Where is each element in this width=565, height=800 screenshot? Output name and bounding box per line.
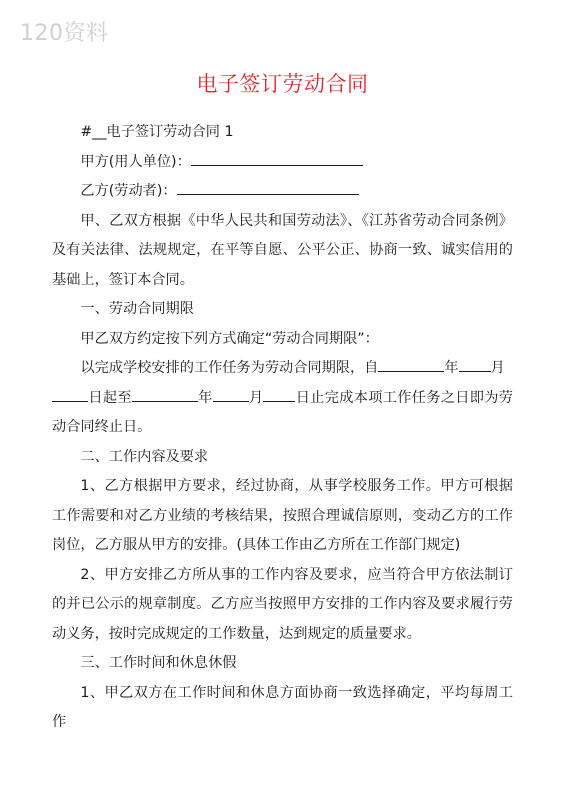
start-month-blank — [459, 357, 491, 372]
section2-title: 二、工作内容及要求 — [80, 448, 209, 465]
term-month-label: 月 — [490, 360, 505, 376]
term-day-from-label: 日起至 — [88, 389, 132, 406]
watermark: 120资料 — [20, 21, 109, 46]
term-text-start: 以完成学校安排的工作任务为劳动合同期限，自 — [80, 360, 379, 376]
party-b-label: 乙方(劳动者)： — [80, 183, 177, 199]
end-month-blank — [213, 387, 249, 402]
party-b-blank — [177, 180, 359, 195]
end-day-blank — [263, 387, 295, 402]
section1-paragraph1: 甲乙双方约定按下列方式确定“劳动合同期限”： — [80, 330, 379, 347]
term-year-label: 年 — [444, 360, 459, 376]
section3-paragraph1: 1、甲乙双方在工作时间和休息方面协商一致选择确定，平均每周工作 — [52, 684, 513, 730]
heading-line: #__电子签订劳动合同 1 — [80, 124, 234, 140]
party-a-blank — [191, 151, 363, 166]
party-a-line — [52, 148, 513, 178]
party-a-label: 甲方(用人单位)： — [80, 153, 191, 170]
term-month2-label: 月 — [248, 389, 264, 406]
section3-title: 三、工作时间和休息休假 — [80, 655, 237, 671]
term-year2-label: 年 — [197, 389, 213, 406]
intro-paragraph: 甲、乙双方根据《中华人民共和国劳动法》、《江苏省劳动合同条例》及有关法律、法规规定，在平等自愿、公平公正、协商一致、诚实信用的基础上，签订本合同。 — [52, 212, 513, 288]
start-year-blank — [378, 357, 444, 372]
section2-paragraph2: 2、甲方安排乙方所从事的工作内容及要求，应当符合甲方依法制订的并已公示的规章制度。乙方应当按照甲方安排的工作内容及要求履行劳动义务，按时完成规定的工作数量，达到规定的质量要求。 — [52, 566, 513, 642]
party-b-line — [52, 177, 513, 207]
document-body — [52, 118, 513, 738]
term-end-text: 日止完成本项工作任务之日即为劳动合同终止日。 — [52, 389, 513, 435]
section2-paragraph1: 1、乙方根据甲方要求，经过协商，从事学校服务工作。甲方可根据工作需要和对乙方业绩的考核结果，按照合理诚信原则，变动乙方的工作岗位，乙方服从甲方的安排。(具体工作由乙方所在工作部门规定) — [52, 478, 513, 553]
end-year-blank — [132, 387, 198, 402]
section1-paragraph2 — [52, 354, 513, 443]
document-title: 电子签订劳动合同 — [196, 72, 369, 96]
section1-title: 一、劳动合同期限 — [80, 301, 194, 317]
start-day-blank — [52, 387, 88, 402]
